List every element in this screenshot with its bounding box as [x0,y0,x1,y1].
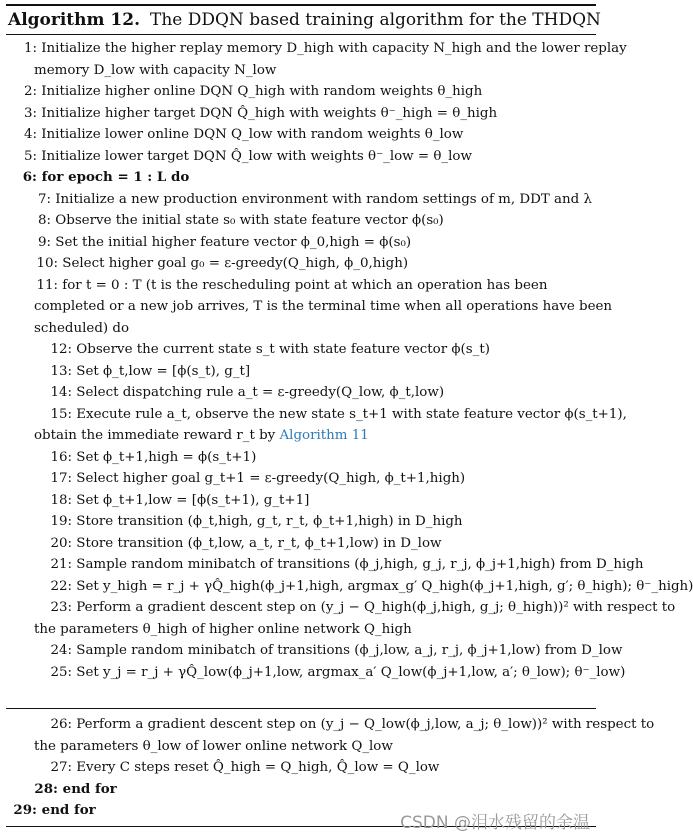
line-23: 23: Perform a gradient descent step on (y_j − Q_high(ϕ_j,high, g_j; θ_high))² with respect to [50,600,676,615]
line-2: 2: Initialize higher online DQN Q_high with random weights θ_high [23,84,483,99]
line-26-cont: the parameters θ_low of lower online network Q_low [34,738,393,754]
algorithm-body [6,35,693,683]
algorithm-11-link[interactable]: Algorithm 11 [279,428,369,443]
line-13: 13: Set ϕ_t,low = [ϕ(s_t), g_t] [50,363,251,379]
watermark: CSDN @泪水残留的余温 [400,813,590,833]
line-8: 8: Observe the initial state s₀ with state feature vector ϕ(s₀) [37,213,444,228]
line-19: 19: Store transition (ϕ_t,high, g_t, r_t, ϕ_t+1,high) in D_high [50,514,463,529]
line-20: 20: Store transition (ϕ_t,low, a_t, r_t, ϕ_t+1,low) in D_low [50,535,442,551]
line-11-cont-a: completed or a new job arrives, T is the terminal time when all operations have been [34,299,613,314]
line-24: 24: Sample random minibatch of transitions (ϕ_j,low, a_j, r_j, ϕ_j+1,low) from D_low [50,643,623,658]
line-10: 10: Select higher goal g₀ = ε-greedy(Q_high, ϕ_0,high) [36,256,409,271]
line-15-cont: obtain the immediate reward r_t by Algorithm 11 [34,428,369,443]
line-9: 9: Set the initial higher feature vector ϕ_0,high = ϕ(s₀) [37,234,412,250]
line-14: 14: Select dispatching rule a_t = ε-greedy(Q_low, ϕ_t,low) [50,385,445,400]
line-11: 11: for t = 0 : T (t is the rescheduling point at which an operation has been [36,277,548,293]
algorithm-label: Algorithm 12. [8,10,140,30]
line-27: 27: Every C steps reset Q̂_high = Q_high, Q̂_low = Q_low [50,760,440,775]
line-7: 7: Initialize a new production environment with random settings of m, DDT and λ [37,191,592,207]
algorithm-title [6,6,601,34]
line-6: 6: for epoch = 1 : L do [22,169,190,185]
algorithm-caption: The DDQN based training algorithm for the THDQN [149,10,601,30]
line-11-cont-b: scheduled) do [34,320,130,336]
line-16: 16: Set ϕ_t+1,high = ϕ(s_t+1) [50,449,257,465]
line-23-cont: the parameters θ_high of higher online network Q_high [34,621,412,637]
line-4: 4: Initialize lower online DQN Q_low with random weights θ_low [23,127,464,142]
line-26: 26: Perform a gradient descent step on (y_j − Q_low(ϕ_j,low, a_j; θ_low))² with respect to [50,717,655,732]
line-1: 1: Initialize the higher replay memory D_high with capacity N_high and the lower replay [23,41,627,56]
line-25: 25: Set y_j = r_j + γQ̂_low(ϕ_j+1,low, argmax_a′ Q_low(ϕ_j+1,low, a′; θ_low); θ⁻_low) [50,664,626,680]
line-17: 17: Select higher goal g_t+1 = ε-greedy(Q_high, ϕ_t+1,high) [50,471,466,486]
line-29: 29: end for [13,802,96,818]
line-28: 28: end for [34,780,117,797]
line-21: 21: Sample random minibatch of transitions (ϕ_j,high, g_j, r_j, ϕ_j+1,high) from D_high [50,557,644,572]
line-5: 5: Initialize lower target DQN Q̂_low with weights θ⁻_low = θ_low [23,148,472,164]
line-22: 22: Set y_high = r_j + γQ̂_high(ϕ_j+1,high, argmax_g′ Q_high(ϕ_j+1,high, g′; θ_high); θ⁻_high) [50,578,693,594]
line-18: 18: Set ϕ_t+1,low = [ϕ(s_t+1), g_t+1] [50,492,310,508]
line-15: 15: Execute rule a_t, observe the new state s_t+1 with state feature vector ϕ(s_t+1), [50,406,627,422]
page-break-rule [6,708,596,709]
line-3: 3: Initialize higher target DQN Q̂_high with weights θ⁻_high = θ_high [23,105,498,121]
line-12: 12: Observe the current state s_t with state feature vector ϕ(s_t) [50,342,490,357]
line-1-cont: memory D_low with capacity N_low [34,62,277,78]
algorithm-box [6,4,693,683]
